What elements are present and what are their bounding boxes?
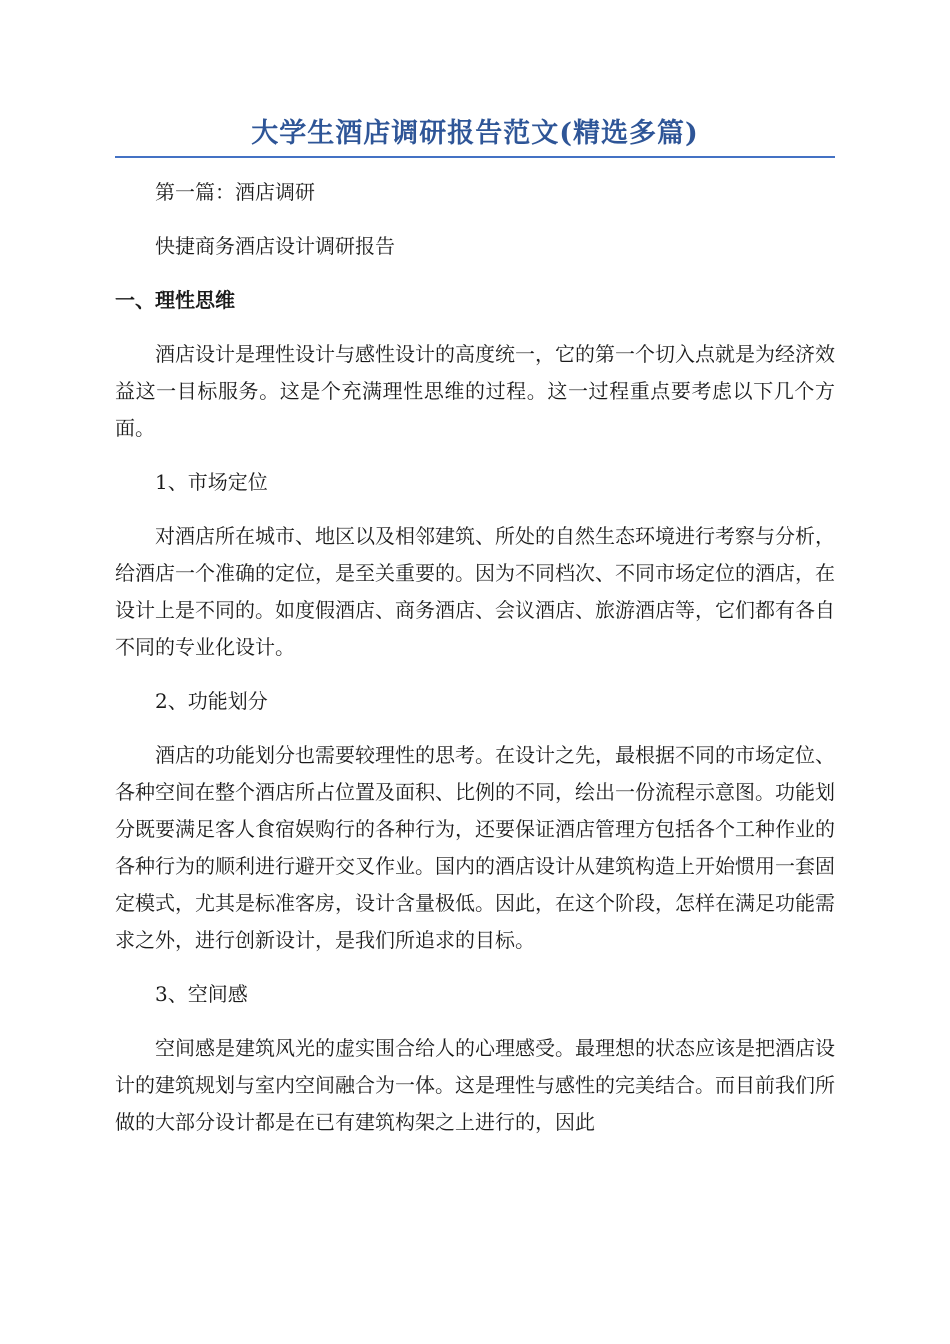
- item-heading-function-division: 2、功能划分: [155, 689, 268, 713]
- paragraph-intro: 酒店设计是理性设计与感性设计的高度统一，它的第一个切入点就是为经济效益这一目标服务。这是个充满理性思维的过程。这一过程重点要考虑以下几个方面。: [115, 342, 835, 440]
- subtitle-report-name: 快捷商务酒店设计调研报告: [155, 234, 395, 258]
- section-heading-rational-thinking: 一、理性思维: [115, 288, 235, 312]
- paragraph-sense-of-space: 空间感是建筑风光的虚实围合给人的心理感受。最理想的状态应该是把酒店设计的建筑规划与室内空间融合为一体。这是理性与感性的完美结合。而目前我们所做的大部分设计都是在已有建筑构架之上进行的，因此: [115, 1036, 835, 1134]
- paragraph-function-division: 酒店的功能划分也需要较理性的思考。在设计之先，最根据不同的市场定位、各种空间在整个酒店所占位置及面积、比例的不同，绘出一份流程示意图。功能划分既要满足客人食宿娱购行的各种行为，还要保证酒店管理方包括各个工种作业的各种行为的顺利进行避开交叉作业。国内的酒店设计从建筑构造上开始惯用一套固定模式，尤其是标准客房，设计含量极低。因此，在这个阶段，怎样在满足功能需求之外，进行创新设计，是我们所追求的目标。: [115, 743, 835, 952]
- document-page: [115, 112, 835, 1158]
- document-title: 大学生酒店调研报告范文(精选多篇): [251, 118, 699, 149]
- paragraph-market-positioning: 对酒店所在城市、地区以及相邻建筑、所处的自然生态环境进行考察与分析，给酒店一个准确的定位，是至关重要的。因为不同档次、不同市场定位的酒店，在设计上是不同的。如度假酒店、商务酒店、会议酒店、旅游酒店等，它们都有各自不同的专业化设计。: [115, 524, 835, 659]
- item-heading-sense-of-space: 3、空间感: [155, 982, 248, 1006]
- item-heading-market-positioning: 1、市场定位: [155, 470, 268, 494]
- subtitle-part-one: 第一篇：酒店调研: [155, 180, 315, 204]
- title-underline: [115, 156, 835, 158]
